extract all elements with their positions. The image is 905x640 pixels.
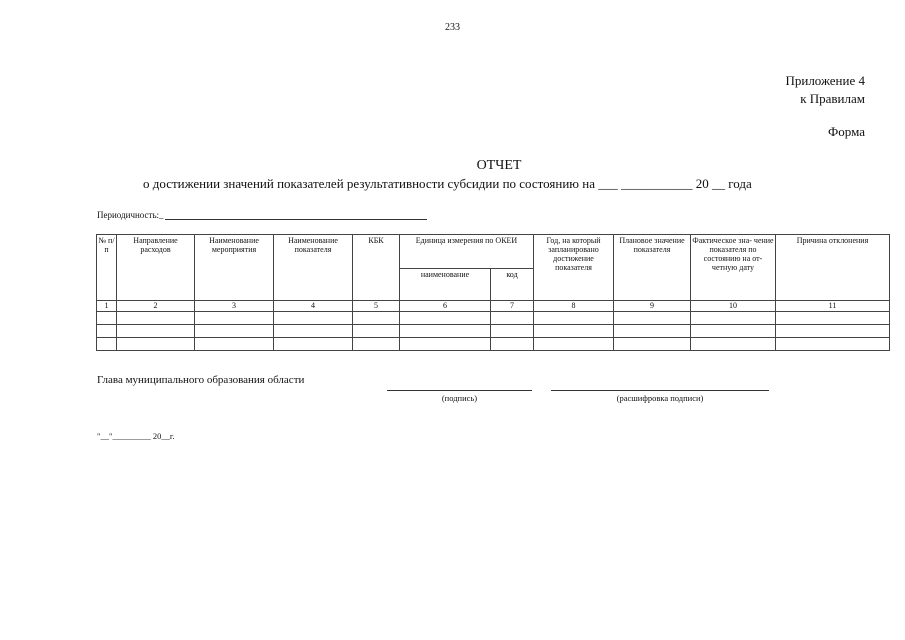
signature-line bbox=[387, 389, 532, 391]
column-number: 4 bbox=[274, 301, 353, 312]
appendix-reference: к Правилам bbox=[800, 91, 865, 106]
header-number: № п/п bbox=[97, 235, 117, 301]
header-unit-code: код bbox=[491, 269, 534, 301]
report-subtitle: о достижении значений показателей результативности субсидии по состоянию на ___ ___________ 20 __ года bbox=[143, 176, 752, 191]
table-row bbox=[97, 312, 890, 325]
appendix-number: Приложение 4 bbox=[785, 73, 865, 88]
header-event-name: Наименование мероприятия bbox=[195, 235, 274, 301]
column-number: 5 bbox=[353, 301, 400, 312]
header-planned-year: Год, на который запланировано достижение показателя bbox=[534, 235, 614, 301]
header-planned-value: Плановое значение показателя bbox=[614, 235, 691, 301]
header-indicator-name: Наименование показателя bbox=[274, 235, 353, 301]
column-number: 7 bbox=[491, 301, 534, 312]
header-expense-direction: Направление расходов bbox=[117, 235, 195, 301]
report-table bbox=[96, 234, 890, 351]
signature-decode-caption: (расшифровка подписи) bbox=[616, 393, 704, 403]
report-title: ОТЧЕТ bbox=[476, 158, 522, 173]
column-number: 11 bbox=[776, 301, 890, 312]
header-actual-value: Фактическое зна- чение показателя по состоянию на от- четную дату bbox=[691, 235, 776, 301]
column-numbers-row bbox=[97, 301, 890, 312]
column-number: 2 bbox=[117, 301, 195, 312]
column-number: 9 bbox=[614, 301, 691, 312]
table-row bbox=[97, 325, 890, 338]
form-label: Форма bbox=[828, 124, 865, 139]
header-kbk: КБК bbox=[353, 235, 400, 301]
periodicity-blank-line bbox=[165, 210, 427, 220]
table-row bbox=[97, 338, 890, 351]
page-number: 233 bbox=[445, 22, 460, 33]
column-number: 10 bbox=[691, 301, 776, 312]
head-title: Глава муниципального образования области bbox=[97, 374, 305, 386]
signature-decode-line bbox=[551, 389, 769, 391]
date-line: "__"_________ 20__г. bbox=[97, 431, 175, 441]
column-number: 1 bbox=[97, 301, 117, 312]
signature-caption: (подпись) bbox=[441, 393, 478, 403]
header-deviation-reason: Причина отклонения bbox=[776, 235, 890, 301]
periodicity-label: Периодичность:_ bbox=[97, 210, 164, 220]
periodicity-field bbox=[97, 210, 427, 220]
column-number: 8 bbox=[534, 301, 614, 312]
header-okei-unit: Единица измерения по ОКЕИ bbox=[400, 235, 534, 269]
column-number: 3 bbox=[195, 301, 274, 312]
header-unit-name: наименование bbox=[400, 269, 491, 301]
column-number: 6 bbox=[400, 301, 491, 312]
